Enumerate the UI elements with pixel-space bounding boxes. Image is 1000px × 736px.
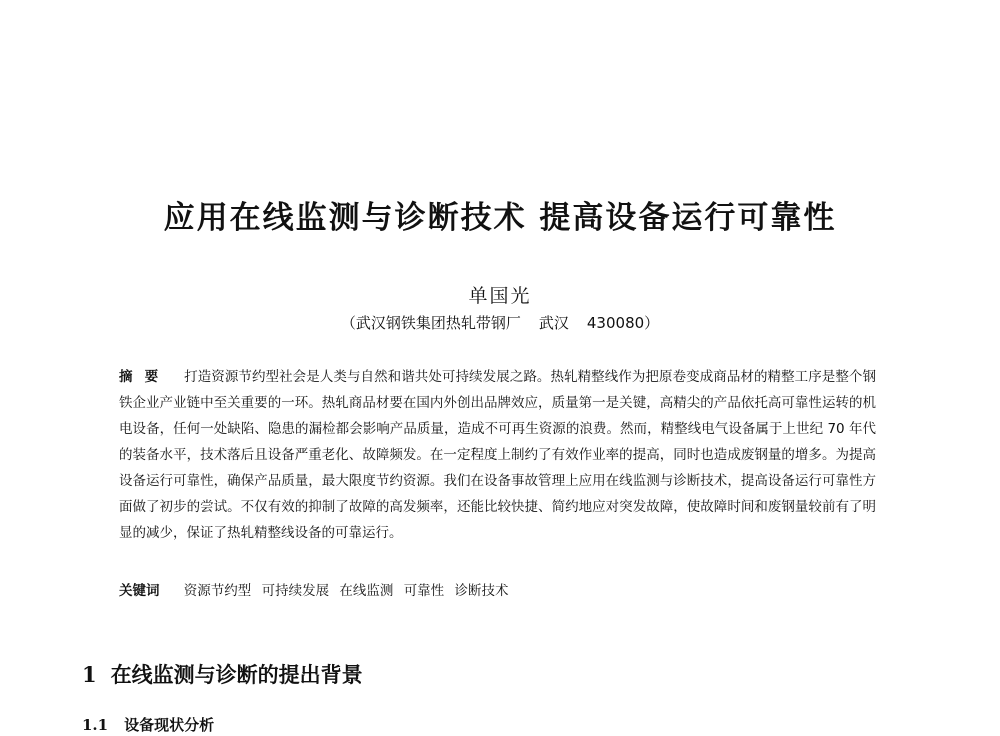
subsection-title: 设备现状分析	[124, 716, 215, 734]
section-title: 在线监测与诊断的提出背景	[110, 663, 363, 687]
paper-title: 应用在线监测与诊断技术 提高设备运行可靠性	[163, 200, 837, 236]
affiliation-org: 武汉钢铁集团热轧带钢厂	[355, 314, 521, 332]
affiliation	[0, 312, 1000, 333]
abstract-text: 打造资源节约型社会是人类与自然和谐共处可持续发展之路。热轧精整线作为把原卷变成商品材的精整工序是整个钢铁企业产业链中至关重要的一环。热轧商品材要在国内外创出品牌效应，质量第一是关键，高精尖的产品依托高可靠性运转的机电设备，任何一处缺陷、隐患的漏检都会影响产品质量，造成不可再生资源的浪费。然而，精整线电气设备属于上世纪 70 年代的装备水平，技术落后且设备严重老化、故障频发。在一定程度上制约了有效作业率的提高，同时也造成废钢量的增多。为提高设备运行可靠性，确保产品质量，最大限度节约资源。我们在设备事故管理上应用在线监测与诊断技术，提高设备运行可靠性方面做了初步的尝试。不仅有效的抑制了故障的高发频率，还能比较快捷、简约地应对突发故障，使故障时间和废钢量较前有了明显的减少，保证了热轧精整线设备的可靠运行。	[119, 369, 877, 541]
section-heading-1	[82, 659, 363, 689]
abstract-label: 摘要	[119, 369, 171, 385]
keyword-item: 在线监测	[339, 583, 394, 599]
keywords-label: 关键词	[119, 583, 160, 599]
abstract	[119, 364, 876, 546]
section-number: 1	[82, 662, 97, 687]
affiliation-postcode: 430080）	[586, 314, 660, 332]
keyword-item: 可靠性	[403, 583, 445, 599]
author-name: 单国光	[468, 285, 532, 307]
affiliation-open-paren: （	[340, 314, 356, 332]
keywords	[119, 579, 876, 599]
subsection-number: 1.1	[82, 716, 109, 734]
keyword-item: 可持续发展	[261, 583, 330, 599]
keyword-item: 资源节约型	[183, 583, 252, 599]
affiliation-city: 武汉	[538, 314, 569, 332]
keyword-item: 诊断技术	[454, 583, 509, 599]
subsection-heading-1-1	[82, 714, 214, 735]
